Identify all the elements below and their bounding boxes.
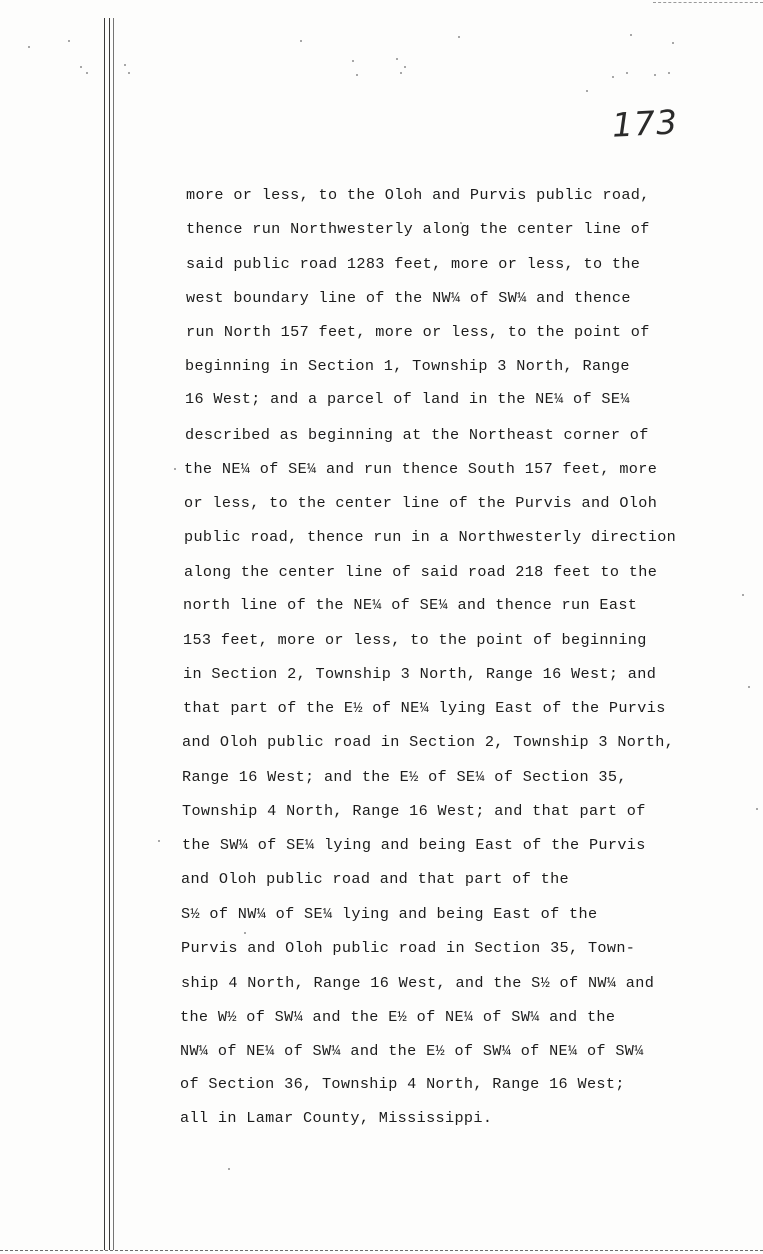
body-text-line: that part of the E½ of NE¼ lying East of the Purvis bbox=[183, 699, 666, 717]
binding-margin-rule bbox=[104, 18, 105, 1250]
body-text-line: of Section 36, Township 4 North, Range 16 West; bbox=[180, 1075, 625, 1093]
page-number: 173 bbox=[611, 102, 679, 145]
body-text-line: north line of the NE¼ of SE¼ and thence run East bbox=[183, 596, 638, 614]
body-text-line: S½ of NW¼ of SE¼ lying and being East of the bbox=[181, 905, 598, 923]
binding-margin-rule bbox=[113, 18, 114, 1250]
body-text-line: described as beginning at the Northeast corner of bbox=[185, 426, 649, 444]
body-text-line: said public road 1283 feet, more or less, to the bbox=[186, 255, 641, 273]
body-text-line: 153 feet, more or less, to the point of beginning bbox=[183, 631, 647, 649]
body-text-line: NW¼ of NE¼ of SW¼ and the E½ of SW¼ of NE¼ of SW¼ bbox=[180, 1042, 644, 1060]
body-text-line: the NE¼ of SE¼ and run thence South 157 feet, more bbox=[184, 460, 658, 478]
body-text-line: west boundary line of the NW¼ of SW¼ and thence bbox=[186, 289, 631, 307]
body-text-line: Range 16 West; and the E½ of SE¼ of Section 35, bbox=[182, 768, 627, 786]
body-text-line: beginning in Section 1, Township 3 North, Range bbox=[185, 357, 630, 375]
body-text-line: the SW¼ of SE¼ lying and being East of the Purvis bbox=[182, 836, 646, 854]
body-text-line: in Section 2, Township 3 North, Range 16 West; and bbox=[183, 665, 657, 683]
body-text-line: thence run Northwesterly along the center line of bbox=[186, 220, 650, 238]
body-text-line: public road, thence run in a Northwesterly direction bbox=[184, 528, 677, 546]
body-text-line: more or less, to the Oloh and Purvis public road, bbox=[186, 186, 650, 204]
body-text-line: or less, to the center line of the Purvis and Oloh bbox=[184, 494, 658, 512]
body-text-line: all in Lamar County, Mississippi. bbox=[180, 1109, 493, 1127]
body-text-line: ship 4 North, Range 16 West, and the S½ of NW¼ and bbox=[181, 974, 655, 992]
binding-margin-rule bbox=[109, 18, 110, 1250]
body-text-line: run North 157 feet, more or less, to the point of bbox=[186, 323, 650, 341]
bottom-edge-rule bbox=[0, 1250, 763, 1251]
body-text-line: Township 4 North, Range 16 West; and that part of bbox=[182, 802, 646, 820]
body-text-line: Purvis and Oloh public road in Section 35, Town- bbox=[181, 939, 636, 957]
body-text-line: along the center line of said road 218 feet to the bbox=[184, 563, 658, 581]
body-text-line: the W½ of SW¼ and the E½ of NE¼ of SW¼ and the bbox=[180, 1008, 616, 1026]
body-text-line: and Oloh public road and that part of the bbox=[181, 870, 570, 888]
body-text-line: and Oloh public road in Section 2, Township 3 North, bbox=[182, 733, 675, 751]
top-edge-mark bbox=[653, 2, 763, 3]
body-text-line: 16 West; and a parcel of land in the NE¼ of SE¼ bbox=[185, 390, 630, 408]
